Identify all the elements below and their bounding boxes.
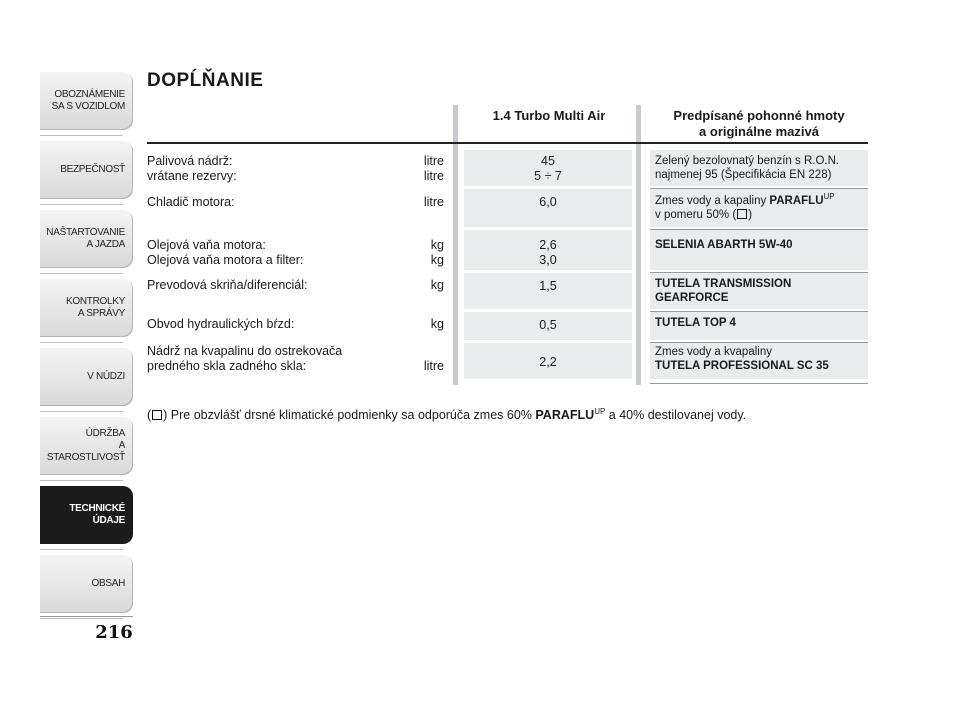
footnote-text: a 40% destilovanej vody. — [605, 408, 747, 422]
unit-text: kg — [430, 253, 444, 267]
label-text: Prevodová skriňa/diferenciál: — [147, 278, 308, 292]
spec-text: TUTELA PROFESSIONAL SC 35 — [655, 360, 829, 372]
tab-udrzba[interactable] — [40, 417, 133, 475]
tab-label: NAŠTARTOVANIE — [46, 227, 125, 238]
unit-text: kg — [430, 317, 444, 331]
row-spec — [650, 312, 868, 340]
brand-text: PARAFLU — [535, 408, 595, 422]
column-divider-engine — [453, 105, 458, 385]
tab-label: TECHNICKÉ — [69, 503, 125, 514]
spec-text: Zmes vody a kapaliny — [655, 195, 767, 207]
tab-label: V NÚDZI — [87, 371, 125, 382]
tab-label: ÚDAJE — [92, 515, 125, 526]
unit-text: litre — [423, 359, 444, 373]
label-text: predného skla zadného skla: — [147, 359, 307, 373]
tab-label: A STAROSTLIVOSŤ — [46, 440, 125, 463]
label-text: Olejová vaňa motora a filter: — [147, 253, 304, 267]
spec-text: Zelený bezolovnatý benzín s R.O.N. — [655, 155, 840, 167]
tab-label: A JAZDA — [86, 239, 125, 250]
label-text: Chladič motora: — [147, 195, 235, 209]
tab-label: OBOZNÁMENIE — [54, 89, 125, 100]
spec-text: TUTELA TOP 4 — [655, 317, 736, 329]
tab-label: BEZPEČNOSŤ — [60, 164, 125, 175]
row-value — [464, 312, 632, 340]
header-fluids-line2: a originálne mazivá — [699, 124, 819, 139]
value-text: 0,5 — [539, 318, 557, 332]
row-spec — [650, 189, 868, 227]
tab-v-nudzi[interactable] — [40, 348, 133, 406]
row-value — [464, 230, 632, 270]
unit-text: kg — [430, 278, 444, 292]
page-number-rule — [40, 616, 133, 617]
tab-obsah[interactable] — [40, 555, 133, 613]
row-label — [147, 154, 444, 184]
unit-text: litre — [423, 169, 444, 183]
footnote-box-icon — [737, 209, 747, 219]
footnote-box-icon — [152, 410, 162, 420]
tab-label: KONTROLKY — [66, 296, 125, 307]
row-label — [147, 238, 444, 268]
value-text: 45 — [541, 154, 555, 168]
spec-text: najmenej 95 (Špecifikácia EN 228) — [655, 169, 832, 181]
spec-text: v pomeru 50% ( — [655, 209, 737, 221]
value-text: 5 ÷ 7 — [534, 169, 562, 183]
label-text: vrátane rezervy: — [147, 169, 237, 183]
label-text: Palivová nádrž: — [147, 154, 233, 168]
row-label — [147, 344, 444, 374]
row-value — [464, 150, 632, 186]
row-spec — [650, 230, 868, 270]
tab-nastartovanie[interactable] — [40, 210, 133, 268]
row-value — [464, 343, 632, 379]
tab-oboznamenie[interactable] — [40, 72, 133, 130]
header-fluids — [650, 108, 868, 140]
spec-text: TUTELA TRANSMISSION — [655, 278, 792, 290]
header-engine: 1.4 Turbo Multi Air — [492, 108, 606, 123]
brand-superscript: UP — [823, 192, 835, 202]
tab-label: ÚDRŽBA — [85, 428, 125, 439]
row-spec — [650, 150, 868, 186]
label-text: Nádrž na kvapalinu do ostrekovača — [147, 344, 343, 358]
header-fluids-line1: Predpísané pohonné hmoty — [673, 108, 845, 123]
tab-label: OBSAH — [91, 578, 125, 589]
value-text: 6,0 — [539, 195, 557, 209]
spec-text: GEARFORCE — [655, 292, 729, 304]
unit-text: kg — [430, 238, 444, 252]
column-divider-fluids — [636, 105, 641, 385]
label-text: Obvod hydraulických bŕzd: — [147, 317, 295, 331]
value-text: 2,6 — [539, 238, 557, 252]
label-text: Olejová vaňa motora: — [147, 238, 266, 252]
spec-text: ) — [748, 209, 753, 221]
spec-text: Zmes vody a kvapaliny — [655, 346, 772, 358]
brand-text: PARAFLU — [769, 195, 824, 207]
value-text: 1,5 — [539, 279, 557, 293]
value-text: 3,0 — [539, 253, 557, 267]
brand-superscript: UP — [594, 406, 606, 416]
chapter-sidebar — [40, 72, 133, 624]
row-label — [147, 195, 444, 210]
tab-kontrolky[interactable] — [40, 279, 133, 337]
value-text: 2,2 — [539, 355, 557, 369]
tab-bezpecnost[interactable] — [40, 141, 133, 199]
row-label — [147, 278, 444, 293]
header-rule — [147, 142, 868, 144]
row-spec — [650, 343, 868, 379]
row-value — [464, 273, 632, 309]
footnote — [147, 408, 746, 422]
tab-label: A SPRÁVY — [77, 308, 125, 319]
footnote-text: ) Pre obzvlášť drsné klimatické podmienky sa odporúča zmes 60% — [163, 408, 536, 422]
unit-text: litre — [423, 154, 444, 168]
unit-text: litre — [423, 195, 444, 209]
page-number: 216 — [95, 622, 133, 643]
row-label — [147, 317, 444, 332]
spec-text: SELENIA ABARTH 5W-40 — [655, 239, 793, 251]
tab-technicke-udaje[interactable] — [40, 486, 133, 544]
row-spec — [650, 273, 868, 309]
page-title: DOPĹŇANIE — [147, 70, 264, 91]
row-separator — [650, 383, 868, 384]
tab-label: SA S VOZIDLOM — [51, 101, 125, 112]
row-value — [464, 189, 632, 227]
footnote-text: ( — [147, 408, 152, 422]
